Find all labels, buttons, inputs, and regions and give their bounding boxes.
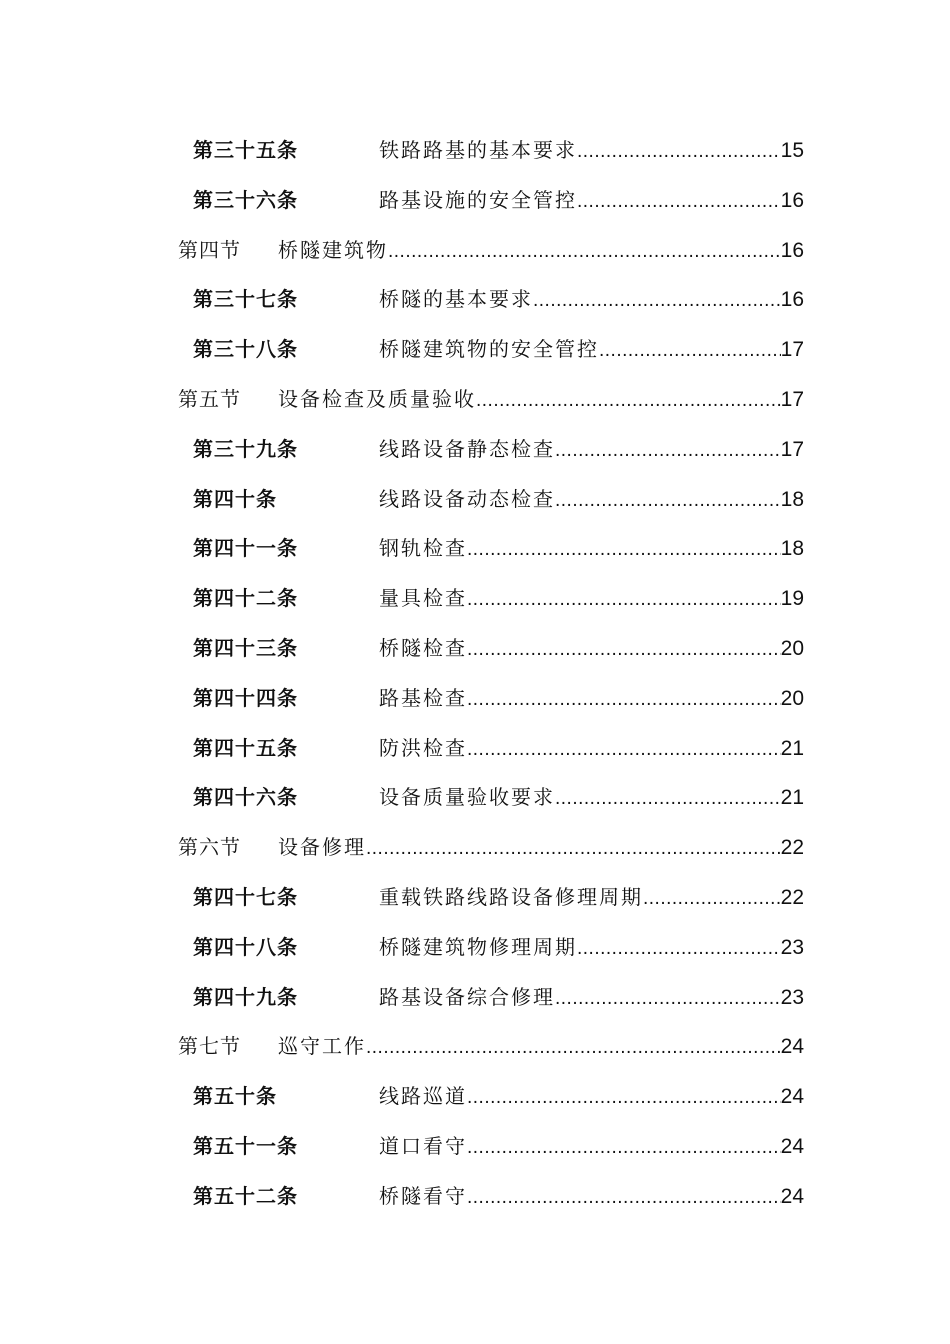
toc-leader-dots [467, 737, 781, 763]
toc-section-number: 第六节 [178, 835, 241, 860]
toc-entry-number: 第四十四条 [193, 685, 298, 710]
toc-section-page: 17 [780, 387, 804, 411]
toc-section-title: 巡守工作 [278, 1034, 366, 1059]
toc-section-title: 桥隧建筑物 [278, 237, 388, 262]
toc-leader-dots [467, 687, 781, 713]
toc-entry[interactable] [0, 1071, 950, 1121]
toc-entry[interactable] [0, 723, 950, 773]
table-of-contents [0, 125, 950, 1221]
toc-leader-dots [366, 836, 781, 862]
toc-entry-title: 钢轨检查 [379, 536, 467, 561]
toc-leader-dots [467, 587, 781, 613]
toc-entry-page: 23 [780, 935, 804, 959]
toc-section-page: 22 [780, 836, 804, 860]
toc-entry-number: 第四十九条 [193, 984, 298, 1009]
toc-entry-number: 第五十条 [193, 1084, 277, 1109]
toc-leader-dots [388, 239, 781, 265]
toc-entry-number: 第三十六条 [193, 187, 298, 212]
toc-entry-page: 18 [780, 537, 804, 561]
toc-entry-number: 第四十五条 [193, 735, 298, 760]
toc-leader-dots [467, 1085, 781, 1111]
toc-entry-title: 线路设备动态检查 [379, 486, 555, 511]
toc-entry[interactable] [0, 972, 950, 1022]
toc-entry-number: 第四十七条 [193, 884, 298, 909]
toc-entry[interactable] [0, 274, 950, 324]
toc-entry[interactable] [0, 175, 950, 225]
toc-section-number: 第七节 [178, 1034, 241, 1059]
toc-entry-number: 第三十八条 [193, 337, 298, 362]
toc-entry-page: 24 [780, 1085, 804, 1109]
toc-leader-dots [577, 139, 781, 165]
toc-entry[interactable] [0, 623, 950, 673]
toc-entry-title: 线路设备静态检查 [379, 436, 555, 461]
toc-entry-title: 路基设施的安全管控 [379, 187, 577, 212]
toc-leader-dots [467, 537, 781, 563]
toc-leader-dots [555, 986, 781, 1012]
toc-entry-title: 桥隧检查 [379, 635, 467, 660]
toc-entry-number: 第五十二条 [193, 1183, 298, 1208]
toc-entry-page: 17 [780, 338, 804, 362]
toc-entry-title: 量具检查 [379, 586, 467, 611]
toc-entry-title: 桥隧看守 [379, 1183, 467, 1208]
toc-entry-number: 第四十八条 [193, 934, 298, 959]
toc-entry-page: 22 [780, 885, 804, 909]
toc-leader-dots [467, 1185, 781, 1211]
toc-entry-title: 设备质量验收要求 [379, 785, 555, 810]
toc-entry-number: 第三十七条 [193, 287, 298, 312]
toc-entry-number: 第四十一条 [193, 536, 298, 561]
toc-section-number: 第四节 [178, 237, 241, 262]
toc-entry-title: 道口看守 [379, 1133, 467, 1158]
toc-entry[interactable] [0, 523, 950, 573]
toc-entry-title: 防洪检查 [379, 735, 467, 760]
toc-entry-page: 20 [780, 686, 804, 710]
toc-entry-page: 15 [780, 139, 804, 162]
toc-entry[interactable] [0, 922, 950, 972]
toc-entry-page: 18 [780, 487, 804, 511]
toc-entry[interactable] [0, 125, 950, 175]
toc-entry-page: 24 [780, 1184, 804, 1208]
toc-entry-title: 桥隧建筑物的安全管控 [379, 337, 599, 362]
toc-entry-title: 桥隧建筑物修理周期 [379, 934, 577, 959]
toc-entry-number: 第四十六条 [193, 785, 298, 810]
toc-entry[interactable] [0, 424, 950, 474]
toc-entry-number: 第四十二条 [193, 586, 298, 611]
toc-section-entry[interactable] [0, 225, 950, 275]
toc-leader-dots [555, 786, 781, 812]
toc-entry[interactable] [0, 573, 950, 623]
toc-section-number: 第五节 [178, 386, 241, 411]
toc-section-title: 设备检查及质量验收 [278, 386, 476, 411]
toc-entry[interactable] [0, 772, 950, 822]
toc-leader-dots [366, 1035, 781, 1061]
toc-leader-dots [577, 189, 781, 215]
toc-entry[interactable] [0, 1171, 950, 1221]
toc-section-title: 设备修理 [278, 835, 366, 860]
toc-leader-dots [467, 1135, 781, 1161]
toc-entry-page: 24 [780, 1134, 804, 1158]
toc-entry-title: 路基检查 [379, 685, 467, 710]
toc-entry-number: 第三十五条 [193, 138, 298, 162]
toc-section-page: 24 [780, 1035, 804, 1059]
toc-entry-title: 铁路路基的基本要求 [379, 138, 577, 162]
toc-entry[interactable] [0, 872, 950, 922]
toc-leader-dots [533, 288, 781, 314]
toc-entry-title: 桥隧的基本要求 [379, 287, 533, 312]
toc-entry-page: 21 [780, 786, 804, 810]
toc-leader-dots [476, 388, 781, 414]
toc-entry-number: 第四十三条 [193, 635, 298, 660]
toc-entry-title: 重载铁路线路设备修理周期 [379, 884, 643, 909]
toc-entry[interactable] [0, 474, 950, 524]
toc-entry-number: 第四十条 [193, 486, 277, 511]
toc-section-page: 16 [780, 238, 804, 262]
toc-leader-dots [555, 438, 781, 464]
toc-entry-page: 16 [780, 288, 804, 312]
toc-section-entry[interactable] [0, 822, 950, 872]
toc-entry[interactable] [0, 1121, 950, 1171]
toc-entry-page: 16 [780, 188, 804, 212]
toc-section-entry[interactable] [0, 1021, 950, 1071]
toc-leader-dots [599, 338, 781, 364]
toc-section-entry[interactable] [0, 374, 950, 424]
toc-leader-dots [467, 637, 781, 663]
toc-entry-number: 第三十九条 [193, 436, 298, 461]
toc-leader-dots [577, 936, 781, 962]
toc-entry-page: 19 [780, 587, 804, 611]
toc-entry-number: 第五十一条 [193, 1133, 298, 1158]
toc-entry-page: 17 [780, 437, 804, 461]
toc-leader-dots [555, 488, 781, 514]
toc-leader-dots [643, 886, 781, 912]
toc-entry-page: 23 [780, 985, 804, 1009]
toc-entry-page: 20 [780, 636, 804, 660]
toc-entry-title: 线路巡道 [379, 1084, 467, 1109]
toc-entry-page: 21 [780, 736, 804, 760]
toc-entry[interactable] [0, 324, 950, 374]
toc-entry[interactable] [0, 673, 950, 723]
toc-entry-title: 路基设备综合修理 [379, 984, 555, 1009]
